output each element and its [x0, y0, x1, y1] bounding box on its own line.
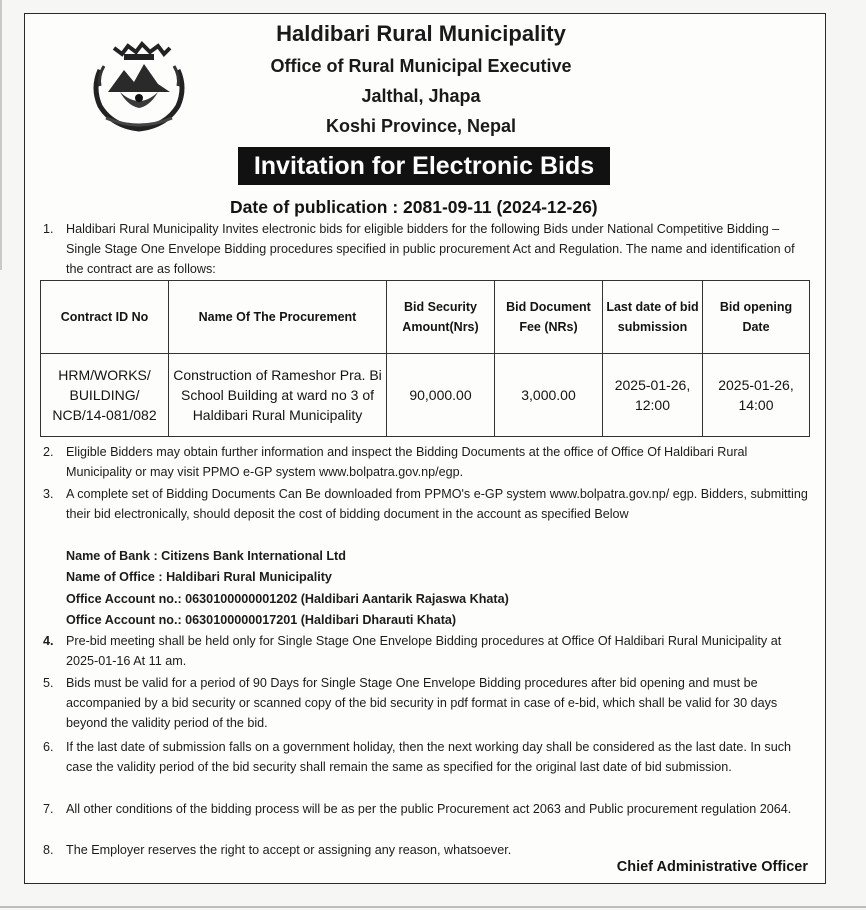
- clause-6-number: 6.: [43, 740, 54, 754]
- clause-7-text: All other conditions of the bidding process will be as per the public Procurement act 2063 and Public procurement regulation 2064.: [66, 802, 792, 816]
- signature-title: Chief Administrative Officer: [616, 859, 808, 875]
- notice-title: Invitation for Electronic Bids: [238, 147, 610, 185]
- page-bottom-rule: [0, 906, 866, 908]
- office-account-1: Office Account no.: 0630100000001202 (Haldibari Aantarik Rajaswa Khata): [66, 592, 509, 606]
- clause-3-text: A complete set of Bidding Documents Can Be downloaded from PPMO's e-GP system www.bolpatra.gov.np/ egp. Bidders, submitting their bid electronically, should deposit the cost of bidding document in the account as specified Below: [66, 487, 808, 521]
- header-opening-date: Bid opening Date: [703, 281, 810, 354]
- header-document-fee: Bid Document Fee (NRs): [495, 281, 603, 354]
- cell-bid-security: 90,000.00: [387, 354, 495, 437]
- cell-procurement-name: Construction of Rameshor Pra. Bi School Building at ward no 3 of Haldibari Rural Municipality: [169, 354, 387, 437]
- clause-8-text: The Employer reserves the right to accept or assigning any reason, whatsoever.: [66, 843, 512, 857]
- clause-5-text: Bids must be valid for a period of 90 Days for Single Stage One Envelope Bidding procedures after bid opening and must be accompanied by a bid security or scanned copy of the bid security in pdf format in case of e-bid, which shall be valid for 30 days beyond the validity period of the bid.: [66, 676, 778, 730]
- cell-document-fee: 3,000.00: [495, 354, 603, 437]
- clause-5-number: 5.: [43, 676, 54, 690]
- clause-3-number: 3.: [43, 487, 54, 501]
- bank-name: Name of Bank : Citizens Bank International Ltd: [66, 549, 346, 563]
- office-name-line: Name of Office : Haldibari Rural Municipality: [66, 570, 332, 584]
- header-bid-security: Bid Security Amount(Nrs): [387, 281, 495, 354]
- header-procurement-name: Name Of The Procurement: [169, 281, 387, 354]
- clause-1-number: 1.: [43, 222, 54, 236]
- table-row: [41, 354, 810, 437]
- office-location: Jalthal, Jhapa: [361, 86, 481, 106]
- table-header-row: [41, 281, 810, 354]
- clause-4-text: Pre-bid meeting shall be held only for Single Stage One Envelope Bidding procedures at Office Of Haldibari Rural Municipality at 2025-01-16 At 11 am.: [66, 634, 782, 668]
- publication-date: Date of publication : 2081-09-11 (2024-12-26): [230, 197, 598, 217]
- clause-2-text: Eligible Bidders may obtain further information and inspect the Bidding Documents at the office of Office Of Haldibari Rural Municipality or may visit PPMO e-GP system www.bolpatra.gov.np/egp.: [66, 445, 748, 479]
- header-contract-id: Contract ID No: [41, 281, 169, 354]
- cell-contract-id: HRM/WORKS/ BUILDING/ NCB/14-081/082: [41, 354, 169, 437]
- header-last-date: Last date of bid submission: [603, 281, 703, 354]
- office-province: Koshi Province, Nepal: [325, 116, 517, 136]
- municipality-name: Haldibari Rural Municipality: [276, 21, 566, 46]
- office-name: Office of Rural Municipal Executive: [270, 56, 572, 76]
- clause-8-number: 8.: [43, 843, 54, 857]
- office-account-2: Office Account no.: 0630100000017201 (Haldibari Dharauti Khata): [66, 613, 457, 627]
- clause-1-text: Haldibari Rural Municipality Invites electronic bids for eligible bidders for the following Bids under National Competitive Bidding – Single Stage One Envelope Bidding procedures specified in public procurement Act and Regulation. The name and identification of the contract are as follows:: [66, 222, 795, 276]
- clause-7-number: 7.: [43, 802, 54, 816]
- clause-4-number: 4.: [43, 634, 54, 648]
- clause-2-number: 2.: [43, 445, 54, 459]
- bid-table: [40, 280, 810, 437]
- cell-opening-date: 2025-01-26, 14:00: [703, 354, 810, 437]
- clause-6-text: If the last date of submission falls on a government holiday, then the next working day shall be considered as the last date. In such case the validity period of the bid security shall remain the same as specified for the original last date of bid submission.: [66, 740, 792, 774]
- cell-last-date: 2025-01-26, 12:00: [603, 354, 703, 437]
